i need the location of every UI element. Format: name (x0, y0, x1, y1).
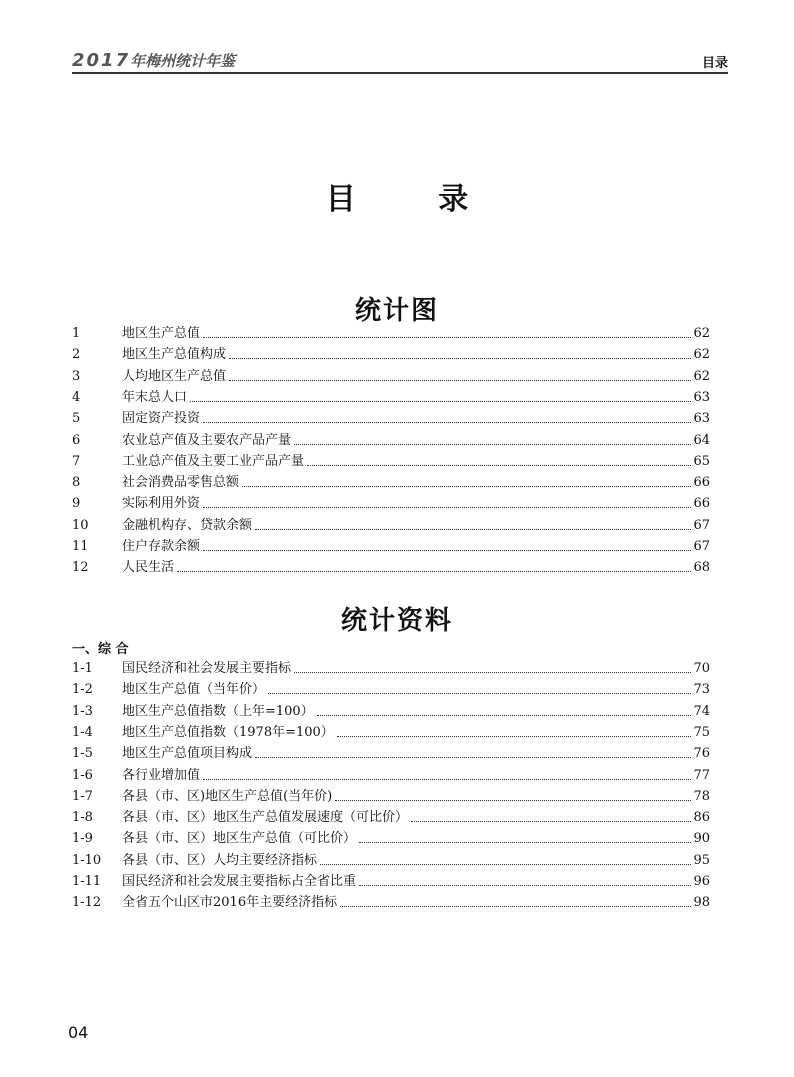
toc-entry[interactable] (72, 870, 710, 890)
toc-entry[interactable] (72, 785, 710, 805)
toc-entry-number: 1-7 (72, 788, 93, 804)
toc-entry-number: 1-10 (72, 852, 102, 868)
toc-leader-dots (177, 570, 691, 572)
toc-entry-title: 农业总产值及主要农产品产量 (122, 432, 292, 448)
toc-entry-number: 9 (72, 496, 81, 512)
page-number: 04 (68, 1023, 89, 1042)
toc-entry[interactable] (72, 365, 710, 385)
toc-entry-number: 1-3 (72, 703, 93, 719)
toc-entry-page: 66 (693, 475, 710, 491)
toc-leader-dots (335, 799, 691, 801)
toc-entry-title: 金融机构存、贷款余额 (122, 517, 253, 533)
toc-leader-dots (255, 528, 691, 530)
toc-entry[interactable] (72, 742, 710, 762)
toc-entry-title: 国民经济和社会发展主要指标占全省比重 (122, 874, 357, 889)
toc-leader-dots (268, 692, 691, 694)
toc-entry[interactable] (72, 700, 710, 720)
toc-entry-title: 地区生产总值指数（1978年=100） (122, 724, 334, 740)
toc-entry-page: 62 (693, 368, 710, 384)
toc-entry-title: 全省五个山区市2016年主要经济指标 (122, 895, 338, 911)
toc-entry[interactable] (72, 386, 710, 406)
toc-entry-title: 人民生活 (122, 560, 175, 576)
toc-entry-title: 各县（市、区）地区生产总值发展速度（可比价） (122, 810, 409, 826)
toc-entry-title: 地区生产总值项目构成 (122, 746, 253, 762)
toc-entry-page: 70 (693, 661, 710, 676)
header-book-title (72, 50, 235, 71)
toc-entry[interactable] (72, 849, 710, 869)
subheading-general: 一、综 合 (72, 642, 129, 657)
toc-entry-page: 78 (693, 788, 710, 804)
toc-entry-title: 地区生产总值指数（上年=100） (122, 703, 314, 719)
toc-entry[interactable] (72, 827, 710, 847)
toc-entry-page: 64 (693, 432, 710, 448)
toc-entry-page: 67 (693, 517, 710, 533)
toc-leader-dots (307, 464, 691, 466)
toc-entry[interactable] (72, 556, 710, 576)
toc-entry-title: 各县（市、区)地区生产总值(当年价) (122, 788, 333, 804)
toc-entry-title: 固定资产投资 (122, 411, 201, 427)
toc-entry[interactable] (72, 450, 710, 470)
toc-leader-dots (203, 506, 691, 508)
toc-entry-page: 96 (693, 874, 710, 889)
toc-entry[interactable] (72, 343, 710, 363)
toc-entry[interactable] (72, 322, 710, 342)
toc-leader-dots (190, 400, 691, 402)
toc-entry[interactable] (72, 514, 710, 534)
toc-entry-number: 4 (72, 389, 81, 405)
toc-entry-page: 66 (693, 496, 710, 512)
toc-leader-dots (203, 778, 691, 780)
toc-entry-number: 3 (72, 368, 81, 384)
header-title-text: 年梅州统计年鉴 (130, 52, 236, 70)
toc-entry-title: 地区生产总值（当年价） (122, 682, 266, 698)
toc-entry-title: 住户存款余额 (122, 539, 201, 554)
toc-entry-page: 62 (693, 326, 710, 341)
toc-entry-page: 62 (693, 347, 710, 363)
toc-leader-dots (294, 671, 691, 673)
header-section-label: 目录 (701, 56, 728, 71)
toc-entry-number: 6 (72, 432, 81, 448)
toc-leader-dots (337, 735, 692, 737)
toc-entry-number: 1-4 (72, 724, 93, 740)
toc-leader-dots (340, 905, 691, 907)
toc-entry-number: 1-2 (72, 682, 93, 698)
toc-leader-dots (320, 863, 691, 865)
toc-leader-dots (294, 443, 691, 445)
toc-entry[interactable] (72, 535, 710, 555)
toc-entry-page: 63 (693, 389, 710, 405)
toc-entry-page: 67 (693, 539, 710, 554)
toc-entry-title: 年末总人口 (122, 389, 188, 405)
toc-entry-title: 社会消费品零售总额 (122, 475, 240, 491)
toc-leader-dots (255, 756, 691, 758)
header-year: 2017 (72, 50, 131, 71)
toc-entry-page: 98 (693, 895, 710, 911)
toc-entry-page: 76 (693, 746, 710, 762)
toc-entry-number: 12 (72, 560, 89, 576)
running-header (72, 50, 728, 72)
toc-entry-page: 74 (693, 703, 710, 719)
section-title-charts: 统计图 (354, 296, 439, 326)
toc-entry[interactable] (72, 806, 710, 826)
toc-entry-number: 7 (72, 453, 81, 469)
toc-entry-title: 各行业增加值 (122, 767, 201, 783)
toc-entry-page: 73 (693, 682, 710, 698)
toc-entry-number: 5 (72, 411, 81, 427)
toc-entry-title: 实际利用外资 (122, 496, 201, 512)
toc-entry[interactable] (72, 407, 710, 427)
toc-entry-title: 工业总产值及主要工业产品产量 (122, 453, 305, 469)
toc-entry-number: 11 (72, 539, 89, 554)
toc-entry-title: 国民经济和社会发展主要指标 (122, 661, 292, 676)
toc-entry-page: 77 (693, 767, 710, 783)
toc-entry-number: 1-9 (72, 831, 93, 847)
toc-entry-page: 63 (693, 411, 710, 427)
toc-entry-title: 各县（市、区）人均主要经济指标 (122, 852, 318, 868)
toc-entry-page: 65 (693, 453, 710, 469)
toc-entry-page: 90 (693, 831, 710, 847)
toc-entry[interactable] (72, 721, 710, 741)
toc-entry-title: 地区生产总值构成 (122, 347, 227, 363)
toc-leader-dots (359, 841, 691, 843)
toc-entry[interactable] (72, 429, 710, 449)
toc-leader-dots (229, 357, 691, 359)
toc-entry-number: 1-11 (72, 874, 102, 889)
toc-leader-dots (203, 421, 691, 423)
toc-entry-title: 人均地区生产总值 (122, 368, 227, 384)
toc-entry-title: 地区生产总值 (122, 326, 201, 341)
toc-entry-number: 1-12 (72, 895, 102, 911)
header-rule (72, 72, 728, 74)
toc-entry-number: 1-8 (72, 810, 93, 826)
toc-entry-number: 1-6 (72, 767, 93, 783)
page-title: 目 录 (325, 182, 505, 217)
toc-entry-number: 10 (72, 517, 89, 533)
toc-entry-title: 各县（市、区）地区生产总值（可比价） (122, 831, 357, 847)
toc-entry-page: 95 (693, 852, 710, 868)
toc-entry-page: 68 (693, 560, 710, 576)
toc-entry[interactable] (72, 657, 710, 677)
toc-leader-dots (242, 485, 691, 487)
toc-entry-number: 1 (72, 326, 81, 341)
toc-entry-number: 2 (72, 347, 81, 363)
toc-entry[interactable] (72, 891, 710, 911)
toc-entry[interactable] (72, 471, 710, 491)
toc-entry-number: 1-5 (72, 746, 93, 762)
toc-entry[interactable] (72, 764, 710, 784)
toc-leader-dots (229, 379, 691, 381)
toc-entry-page: 75 (693, 724, 710, 740)
toc-entry[interactable] (72, 678, 710, 698)
toc-leader-dots (203, 336, 691, 338)
toc-entry[interactable] (72, 492, 710, 512)
section-title-data: 统计资料 (340, 606, 453, 636)
toc-leader-dots (203, 549, 691, 551)
toc-leader-dots (411, 820, 691, 822)
toc-entry-number: 1-1 (72, 661, 93, 676)
toc-entry-page: 86 (693, 810, 710, 826)
toc-leader-dots (317, 714, 692, 716)
toc-entry-number: 8 (72, 475, 81, 491)
toc-leader-dots (359, 884, 691, 886)
